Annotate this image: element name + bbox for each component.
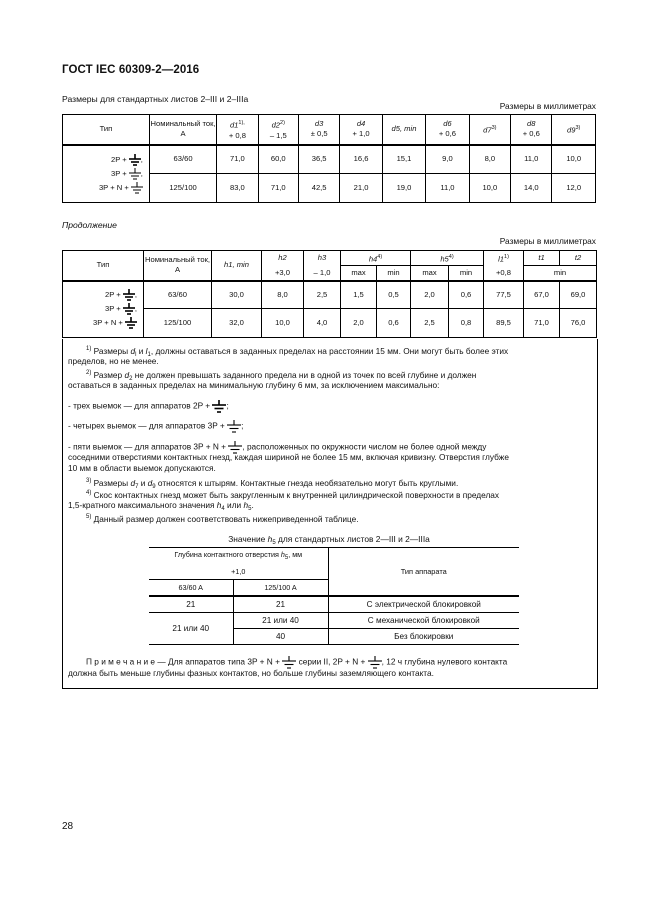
- th-d9: d9$^{3)}$: [552, 115, 596, 145]
- footnote-2-item-3: - пяти выемок — для аппаратов 3P + N + , расположенных по окружности числом не более одной между: [68, 441, 592, 454]
- ground-symbol-icon: [123, 289, 135, 301]
- th-d2: d2$^{2)}$ – 1,5: [258, 115, 298, 145]
- footnote-4: $^{4)}$ Скос контактных гнезд может быть закругленным к внутренней цилиндрической поверхности в пределах: [86, 489, 500, 500]
- final-note: П р и м е ч а н и е — Для аппаратов типа 3P + N + серии II, 2P + N + , 12 ч глубина нулевого контакта: [68, 656, 592, 669]
- table-row: 125/100 32,0 10,0 4,0 2,0 0,6 2,5 0,8 89,5 71,0 76,0: [63, 309, 597, 338]
- footnote-4-cont: 1,5-кратного максимального значения $h_4$ или $h_5$.: [68, 500, 254, 512]
- footnote-2: $^{2)}$ Размер $d_2$ не должен превышать заданного предела ни в одной из точек по всей глубине и должен: [86, 369, 477, 382]
- h5-table-title: Значение $h_5$ для стандартных листов 2—III и 2—IIIa: [228, 534, 430, 546]
- type-cell: 2P + , 3P + , 3P + N +: [63, 281, 144, 338]
- table-row: 40 Без блокировки: [149, 629, 519, 645]
- document-header: ГОСТ IEC 60309-2—2016: [62, 64, 200, 76]
- th-d8: d8 + 0,6: [511, 115, 552, 145]
- ground-symbol-icon: [131, 182, 143, 194]
- table-row: 21 21 С электрической блокировкой: [149, 596, 519, 613]
- table-row: 2P + , 3P + , 3P + N + 63/60 71,0 60,0 36,5 16,6 15,1 9,0 8,0 11,0 10,0: [63, 145, 596, 174]
- section2-caption: Продолжение: [62, 220, 117, 230]
- th-d5: d5, min: [382, 115, 425, 145]
- ground-symbol-icon: [212, 400, 226, 413]
- footnote-2-cont: оставаться в заданных пределах на минимальную глубину 6 мм, за исключением максимально:: [68, 380, 440, 390]
- h5-table: Глубина контактного отверстия $h_5$, мм +1,0 Тип аппарата 63/60 A 125/100 A 21 21 С электрической блокировкой 21 или 40 21 или 40 С механической блокировкой 40 Без блокировки: [149, 547, 519, 645]
- table-row: 125/100 83,0 71,0 42,5 21,0 19,0 11,0 10,0 14,0 12,0: [63, 174, 596, 203]
- section2-units: Размеры в миллиметрах: [499, 236, 596, 246]
- footnote-5: $^{5)}$ Данный размер должен соответствовать нижеприведенной таблице.: [86, 513, 359, 524]
- ground-symbol-icon: [227, 420, 241, 433]
- ground-symbol-icon: [129, 154, 141, 166]
- th-current: Номинальный ток, А: [149, 115, 216, 145]
- footnote-2-item-3-cont: соседними отверстиями контактных гнезд, каждая шириной не более 15 мм, включая кривизну. Отверстия глубже: [68, 452, 509, 462]
- footnote-1: $^{1)}$ Размеры $d_l$ и $l_1$, должны оставаться в заданных пределах на расстоянии 15 мм. Они могут быть более этих: [86, 345, 509, 358]
- ground-symbol-icon: [123, 303, 135, 315]
- th-d4: d4 + 1,0: [340, 115, 382, 145]
- section1-units: Размеры в миллиметрах: [499, 101, 596, 111]
- ground-symbol-icon: [129, 168, 141, 180]
- ground-symbol-icon: [125, 317, 137, 329]
- table-row: 2P + , 3P + , 3P + N + 63/60 30,0 8,0 2,5 1,5 0,5 2,0 0,6 77,5 67,0 69,0: [63, 281, 597, 309]
- footnote-2-item-3-cont2: 10 мм в области выемок допускаются.: [68, 463, 216, 473]
- dimensions-table-1: [62, 114, 596, 203]
- footnote-1-cont: пределов, но не менее.: [68, 356, 159, 366]
- page-number: 28: [62, 821, 74, 832]
- final-note-cont: должна быть меньше глубины фазных контактов, но больше глубины заземляющего контакта.: [68, 668, 434, 678]
- type-cell: 2P + , 3P + , 3P + N +: [63, 145, 150, 203]
- table-row: 21 или 40 21 или 40 С механической блокировкой: [149, 613, 519, 629]
- dimensions-table-2: Тип Номинальный ток, А h1, min h2 h3 h4$^{4)}$ h5$^{4)}$ l1$^{1)}$ t1 t2 +3,0 – 1,0 max min max min +0,8 min 2P + , 3P + , 3P + N + 63/60 30,0 8,0 2,5 1,5 0,5 2,0 0,6 77,5 67,0 69,0 125/100 32,0 10,0 4,0 2,0 0,6 2,5 0,8 89,5 71,0 76,0: [62, 250, 597, 338]
- footnote-2-item-2: - четырех выемок — для аппаратов 3P + ;: [68, 420, 592, 433]
- footnote-3: $^{3)}$ Размеры $d_7$ и $d_9$ относятся к штырям. Контактные гнезда необязательно могут быть круглыми.: [86, 477, 459, 490]
- footnote-2-item-1: - трех выемок — для аппаратов 2P + ;: [68, 400, 592, 413]
- th-d6: d6 + 0,6: [426, 115, 469, 145]
- th-type: Тип: [63, 115, 150, 145]
- section1-caption: Размеры для стандартных листов 2–III и 2–IIIa: [62, 94, 249, 104]
- th-d3: d3 ± 0,5: [298, 115, 339, 145]
- th-d1: $d1^{1),}$ + 0,8: [217, 115, 258, 145]
- th-d7: d7$^{3)}$: [469, 115, 510, 145]
